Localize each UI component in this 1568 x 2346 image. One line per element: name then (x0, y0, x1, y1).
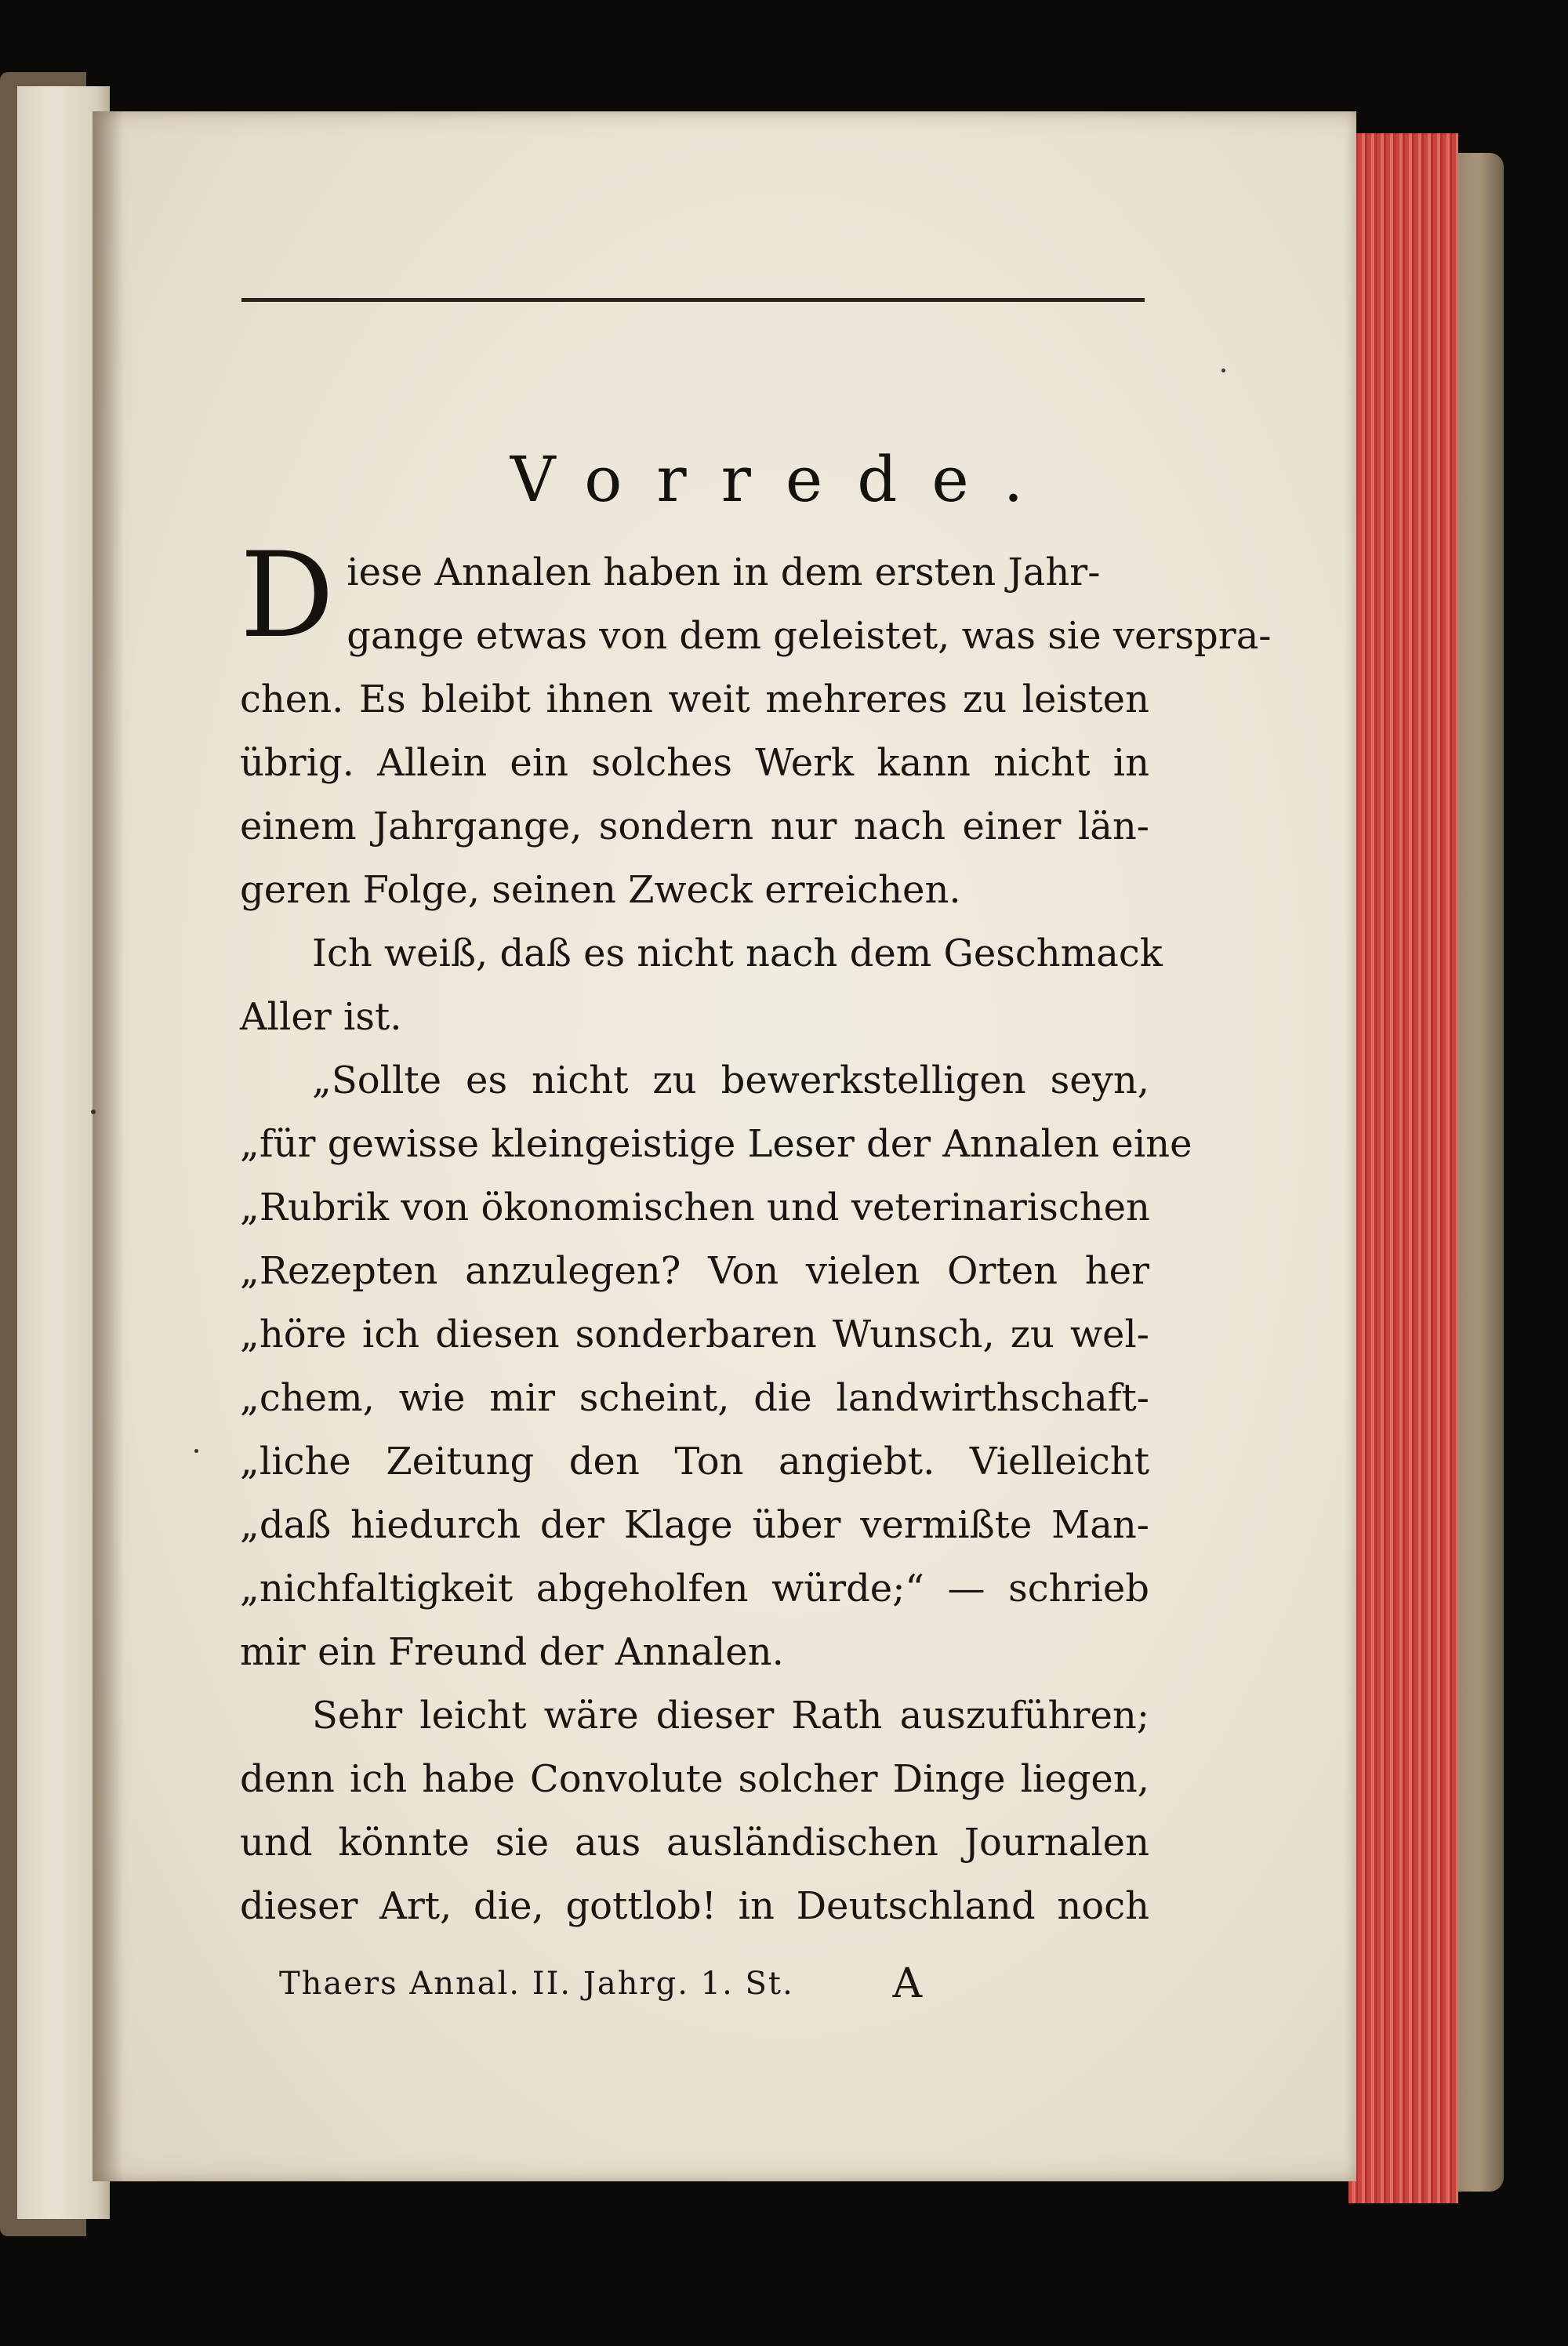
text-line: geren Folge, seinen Zweck erreichen. (240, 868, 961, 912)
text-line: chen. Es bleibt ihnen weit mehreres zu leisten (240, 677, 1149, 721)
body-text (240, 528, 1272, 1938)
text-line: „daß hiedurch der Klage über vermißte Man- (240, 1503, 1149, 1547)
page-gutter-shadow (93, 111, 124, 2181)
text-line: dieser Art, die, gottlob! in Deutschland noch (240, 1884, 1149, 1928)
text-line: übrig. Allein ein solches Werk kann nicht in (240, 741, 1149, 785)
text-line: Ich weiß, daß es nicht nach dem Geschmack (312, 932, 1163, 975)
text-line: gange etwas von dem geleistet, was sie verspra- (347, 614, 1272, 658)
text-line: „Rezepten anzulegen? Von vielen Orten her (240, 1249, 1149, 1293)
text-line: „höre ich diesen sonderbaren Wunsch, zu wel- (240, 1313, 1149, 1356)
paper-speck (194, 1449, 198, 1453)
running-footer: Thaers Annal. II. Jahrg. 1. St. (279, 1966, 794, 2002)
header-rule (241, 298, 1145, 302)
text-line: Aller ist. (240, 995, 402, 1039)
paper-speck (1221, 369, 1225, 372)
paper-speck (91, 1109, 96, 1114)
text-line: Sehr leicht wäre dieser Rath auszuführen; (312, 1694, 1149, 1738)
text-line: einem Jahrgange, sondern nur nach einer län- (240, 804, 1149, 848)
drop-cap: D (240, 528, 335, 664)
page-footer (279, 1960, 922, 2007)
signature-mark: A (892, 1960, 922, 2007)
page-title: Vorrede. (510, 443, 1058, 516)
text-line: „Rubrik von ökonomischen und veterinarischen (240, 1186, 1150, 1229)
paragraph-1-opening (240, 528, 1272, 668)
text-line: „nichfaltigkeit abgeholfen würde;“ — schrieb (240, 1567, 1149, 1611)
text-line: „Sollte es nicht zu bewerkstelligen seyn, (312, 1059, 1149, 1102)
text-line: und könnte sie aus ausländischen Journalen (240, 1821, 1149, 1865)
text-line: mir ein Freund der Annalen. (240, 1630, 784, 1674)
text-line: denn ich habe Convolute solcher Dinge liegen, (240, 1757, 1149, 1801)
text-line: „für gewisse kleingeistige Leser der Annalen eine (240, 1122, 1192, 1166)
text-line: iese Annalen haben in dem ersten Jahr- (347, 550, 1101, 594)
text-line: „liche Zeitung den Ton angiebt. Vielleicht (240, 1440, 1149, 1484)
text-line: „chem, wie mir scheint, die landwirthschaft- (240, 1376, 1149, 1420)
